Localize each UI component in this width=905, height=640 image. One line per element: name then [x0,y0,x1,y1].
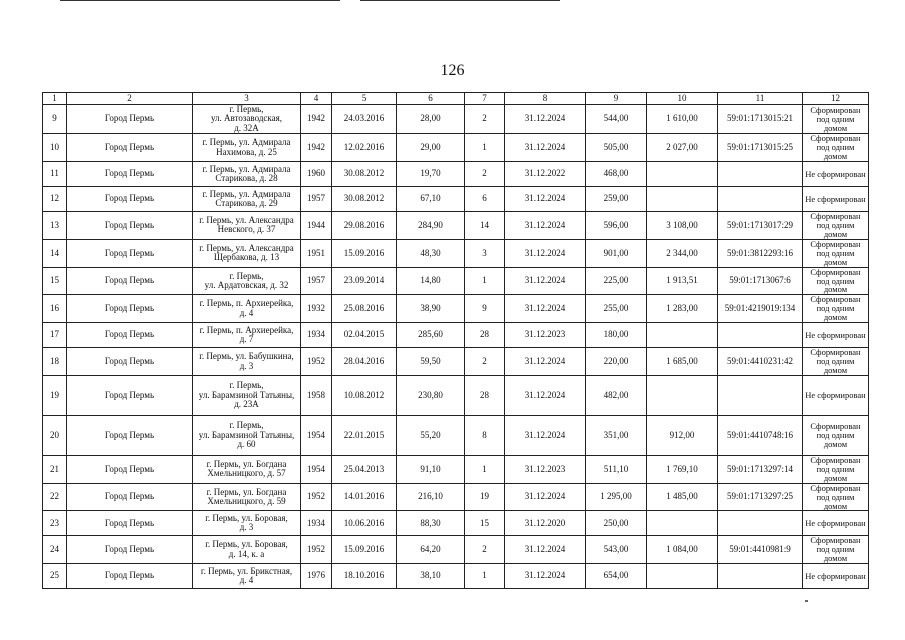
table-row [43,267,869,295]
address-cell: г. Пермь, ул. Брикстная, д. 4 [193,564,301,589]
area-cell: 55,20 [397,415,465,455]
count-cell: 8 [465,415,505,455]
area-cell: 284,90 [397,212,465,240]
value-10-cell [647,162,718,187]
address-cell: г. Пермь, п. Архиерейка, д. 4 [193,295,301,323]
table-row [43,162,869,187]
address-cell: г. Пермь, ул. Ардатовская, д. 32 [193,267,301,295]
value-9-cell: 543,00 [586,536,647,564]
year-cell: 1952 [301,536,332,564]
address-cell: г. Пермь, ул. Адмирала Старикова, д. 28 [193,162,301,187]
date-cell: 10.06.2016 [332,511,397,536]
table-row [43,323,869,348]
status-cell: Не сформирован [803,511,869,536]
date-cell: 18.10.2016 [332,564,397,589]
area-cell: 38,10 [397,564,465,589]
value-9-cell: 180,00 [586,323,647,348]
area-cell: 28,00 [397,105,465,134]
row-number: 12 [43,187,67,212]
status-cell: Сформирован под одним домом [803,415,869,455]
address-cell: г. Пермь, ул. Боровая, д. 14, к. а [193,536,301,564]
cadastral-number-cell [718,162,803,187]
top-edge-line-right [360,0,560,1]
count-cell: 28 [465,323,505,348]
address-cell: г. Пермь, ул. Автозаводская, д. 32А [193,105,301,134]
area-cell: 59,50 [397,348,465,376]
count-cell: 28 [465,375,505,415]
municipality-cell: Город Пермь [67,162,193,187]
deadline-cell: 31.12.2024 [505,483,586,511]
area-cell: 230,80 [397,375,465,415]
cadastral-number-cell: 59:01:4410981:9 [718,536,803,564]
area-cell: 19,70 [397,162,465,187]
cadastral-number-cell: 59:01:3812293:16 [718,239,803,267]
address-cell: г. Пермь, ул. Бабушкина, д. 3 [193,348,301,376]
cadastral-number-cell [718,564,803,589]
row-number: 18 [43,348,67,376]
value-9-cell: 505,00 [586,134,647,162]
table-row [43,348,869,376]
cadastral-number-cell [718,511,803,536]
address-cell: г. Пермь, ул. Адмирала Старикова, д. 29 [193,187,301,212]
table-row [43,455,869,483]
status-cell: Не сформирован [803,323,869,348]
date-cell: 15.09.2016 [332,536,397,564]
year-cell: 1958 [301,375,332,415]
year-cell: 1960 [301,162,332,187]
date-cell: 02.04.2015 [332,323,397,348]
column-header-5: 5 [332,93,397,105]
municipality-cell: Город Пермь [67,323,193,348]
municipality-cell: Город Пермь [67,295,193,323]
status-cell: Не сформирован [803,187,869,212]
cadastral-number-cell [718,187,803,212]
value-9-cell: 1 295,00 [586,483,647,511]
municipality-cell: Город Пермь [67,239,193,267]
value-9-cell: 351,00 [586,415,647,455]
table-row [43,415,869,455]
table-row [43,483,869,511]
column-header-6: 6 [397,93,465,105]
municipality-cell: Город Пермь [67,511,193,536]
year-cell: 1942 [301,134,332,162]
status-cell: Не сформирован [803,162,869,187]
count-cell: 1 [465,134,505,162]
row-number: 21 [43,455,67,483]
address-cell: г. Пермь, ул. Богдана Хмельницкого, д. 57 [193,455,301,483]
cadastral-number-cell: 59:01:4410748:16 [718,415,803,455]
area-cell: 29,00 [397,134,465,162]
cadastral-number-cell: 59:01:1713067:6 [718,267,803,295]
deadline-cell: 31.12.2024 [505,187,586,212]
status-cell: Сформирован под одним домом [803,105,869,134]
date-cell: 14.01.2016 [332,483,397,511]
address-cell: г. Пермь, ул. Барамзиной Татьяны, д. 23А [193,375,301,415]
column-number-row [43,93,869,105]
year-cell: 1954 [301,415,332,455]
housing-register-table [42,92,869,589]
value-9-cell: 468,00 [586,162,647,187]
value-9-cell: 225,00 [586,267,647,295]
deadline-cell: 31.12.2022 [505,162,586,187]
year-cell: 1976 [301,564,332,589]
value-10-cell: 1 769,10 [647,455,718,483]
address-cell: г. Пермь, ул. Александра Невского, д. 37 [193,212,301,240]
address-cell: г. Пермь, ул. Барамзиной Татьяны, д. 60 [193,415,301,455]
deadline-cell: 31.12.2024 [505,295,586,323]
row-number: 11 [43,162,67,187]
value-9-cell: 259,00 [586,187,647,212]
date-cell: 29.08.2016 [332,212,397,240]
row-number: 14 [43,239,67,267]
row-number: 23 [43,511,67,536]
status-cell: Не сформирован [803,375,869,415]
date-cell: 23.09.2014 [332,267,397,295]
column-header-2: 2 [67,93,193,105]
deadline-cell: 31.12.2024 [505,212,586,240]
area-cell: 14,80 [397,267,465,295]
year-cell: 1951 [301,239,332,267]
status-cell: Сформирован под одним домом [803,455,869,483]
column-header-11: 11 [718,93,803,105]
deadline-cell: 31.12.2023 [505,455,586,483]
municipality-cell: Город Пермь [67,105,193,134]
municipality-cell: Город Пермь [67,348,193,376]
row-number: 24 [43,536,67,564]
value-9-cell: 250,00 [586,511,647,536]
status-cell: Сформирован под одним домом [803,267,869,295]
table-row [43,564,869,589]
value-9-cell: 511,10 [586,455,647,483]
value-10-cell: 3 108,00 [647,212,718,240]
address-cell: г. Пермь, ул. Богдана Хмельницкого, д. 59 [193,483,301,511]
table-row [43,105,869,134]
count-cell: 6 [465,187,505,212]
deadline-cell: 31.12.2024 [505,267,586,295]
value-9-cell: 901,00 [586,239,647,267]
deadline-cell: 31.12.2024 [505,134,586,162]
deadline-cell: 31.12.2024 [505,375,586,415]
value-10-cell: 1 283,00 [647,295,718,323]
value-9-cell: 220,00 [586,348,647,376]
row-number: 15 [43,267,67,295]
status-cell: Сформирован под одним домом [803,239,869,267]
count-cell: 15 [465,511,505,536]
table-row [43,134,869,162]
deadline-cell: 31.12.2023 [505,323,586,348]
cadastral-number-cell: 59:01:1713297:25 [718,483,803,511]
value-9-cell: 596,00 [586,212,647,240]
scan-speck [805,600,808,602]
count-cell: 1 [465,455,505,483]
area-cell: 67,10 [397,187,465,212]
value-9-cell: 482,00 [586,375,647,415]
table-row [43,239,869,267]
value-9-cell: 255,00 [586,295,647,323]
area-cell: 88,30 [397,511,465,536]
table-row [43,511,869,536]
year-cell: 1952 [301,483,332,511]
municipality-cell: Город Пермь [67,455,193,483]
value-10-cell [647,564,718,589]
status-cell: Сформирован под одним домом [803,212,869,240]
value-10-cell [647,511,718,536]
date-cell: 22.01.2015 [332,415,397,455]
municipality-cell: Город Пермь [67,536,193,564]
row-number: 25 [43,564,67,589]
year-cell: 1957 [301,187,332,212]
cadastral-number-cell: 59:01:1713297:14 [718,455,803,483]
municipality-cell: Город Пермь [67,134,193,162]
value-9-cell: 654,00 [586,564,647,589]
date-cell: 30.08.2012 [332,162,397,187]
area-cell: 48,30 [397,239,465,267]
row-number: 22 [43,483,67,511]
column-header-7: 7 [465,93,505,105]
cadastral-number-cell: 59:01:4410231:42 [718,348,803,376]
year-cell: 1954 [301,455,332,483]
deadline-cell: 31.12.2024 [505,415,586,455]
address-cell: г. Пермь, ул. Александра Щербакова, д. 13 [193,239,301,267]
cadastral-number-cell: 59:01:4219019:134 [718,295,803,323]
row-number: 9 [43,105,67,134]
municipality-cell: Город Пермь [67,267,193,295]
count-cell: 2 [465,536,505,564]
table-body [43,105,869,589]
area-cell: 64,20 [397,536,465,564]
column-header-3: 3 [193,93,301,105]
count-cell: 14 [465,212,505,240]
value-10-cell: 1 610,00 [647,105,718,134]
address-cell: г. Пермь, ул. Адмирала Нахимова, д. 25 [193,134,301,162]
row-number: 19 [43,375,67,415]
value-10-cell: 1 084,00 [647,536,718,564]
area-cell: 38,90 [397,295,465,323]
status-cell: Сформирован под одним домом [803,348,869,376]
column-header-9: 9 [586,93,647,105]
table-row [43,375,869,415]
date-cell: 15.09.2016 [332,239,397,267]
municipality-cell: Город Пермь [67,212,193,240]
count-cell: 1 [465,267,505,295]
value-10-cell: 1 913,51 [647,267,718,295]
year-cell: 1934 [301,511,332,536]
cadastral-number-cell: 59:01:1713015:21 [718,105,803,134]
count-cell: 9 [465,295,505,323]
column-header-10: 10 [647,93,718,105]
date-cell: 25.04.2013 [332,455,397,483]
status-cell: Сформирован под одним домом [803,134,869,162]
page-number: 126 [440,62,465,79]
count-cell: 2 [465,348,505,376]
cadastral-number-cell: 59:01:1713017:29 [718,212,803,240]
year-cell: 1932 [301,295,332,323]
table-row [43,212,869,240]
status-cell: Сформирован под одним домом [803,483,869,511]
municipality-cell: Город Пермь [67,415,193,455]
cadastral-number-cell [718,375,803,415]
row-number: 10 [43,134,67,162]
row-number: 16 [43,295,67,323]
value-10-cell [647,323,718,348]
deadline-cell: 31.12.2024 [505,564,586,589]
municipality-cell: Город Пермь [67,375,193,415]
count-cell: 2 [465,162,505,187]
deadline-cell: 31.12.2024 [505,239,586,267]
column-header-1: 1 [43,93,67,105]
area-cell: 216,10 [397,483,465,511]
count-cell: 1 [465,564,505,589]
deadline-cell: 31.12.2024 [505,105,586,134]
column-header-12: 12 [803,93,869,105]
count-cell: 3 [465,239,505,267]
status-cell: Сформирован под одним домом [803,295,869,323]
cadastral-number-cell: 59:01:1713015:25 [718,134,803,162]
date-cell: 12.02.2016 [332,134,397,162]
status-cell: Не сформирован [803,564,869,589]
value-10-cell: 2 344,00 [647,239,718,267]
municipality-cell: Город Пермь [67,564,193,589]
area-cell: 91,10 [397,455,465,483]
row-number: 20 [43,415,67,455]
value-10-cell: 912,00 [647,415,718,455]
deadline-cell: 31.12.2020 [505,511,586,536]
municipality-cell: Город Пермь [67,483,193,511]
address-cell: г. Пермь, п. Архиерейка, д. 7 [193,323,301,348]
row-number: 17 [43,323,67,348]
year-cell: 1944 [301,212,332,240]
area-cell: 285,60 [397,323,465,348]
year-cell: 1934 [301,323,332,348]
status-cell: Сформирован под одним домом [803,536,869,564]
deadline-cell: 31.12.2024 [505,348,586,376]
count-cell: 2 [465,105,505,134]
deadline-cell: 31.12.2024 [505,536,586,564]
municipality-cell: Город Пермь [67,187,193,212]
value-10-cell: 1 485,00 [647,483,718,511]
column-header-8: 8 [505,93,586,105]
address-cell: г. Пермь, ул. Боровая, д. 3 [193,511,301,536]
year-cell: 1952 [301,348,332,376]
date-cell: 30.08.2012 [332,187,397,212]
count-cell: 19 [465,483,505,511]
date-cell: 10.08.2012 [332,375,397,415]
value-10-cell: 2 027,00 [647,134,718,162]
value-10-cell: 1 685,00 [647,348,718,376]
top-edge-line-left [60,0,340,1]
value-10-cell [647,375,718,415]
column-header-4: 4 [301,93,332,105]
table-row [43,187,869,212]
year-cell: 1957 [301,267,332,295]
table-row [43,295,869,323]
date-cell: 28.04.2016 [332,348,397,376]
value-10-cell [647,187,718,212]
table-row [43,536,869,564]
year-cell: 1942 [301,105,332,134]
value-9-cell: 544,00 [586,105,647,134]
date-cell: 24.03.2016 [332,105,397,134]
cadastral-number-cell [718,323,803,348]
date-cell: 25.08.2016 [332,295,397,323]
row-number: 13 [43,212,67,240]
